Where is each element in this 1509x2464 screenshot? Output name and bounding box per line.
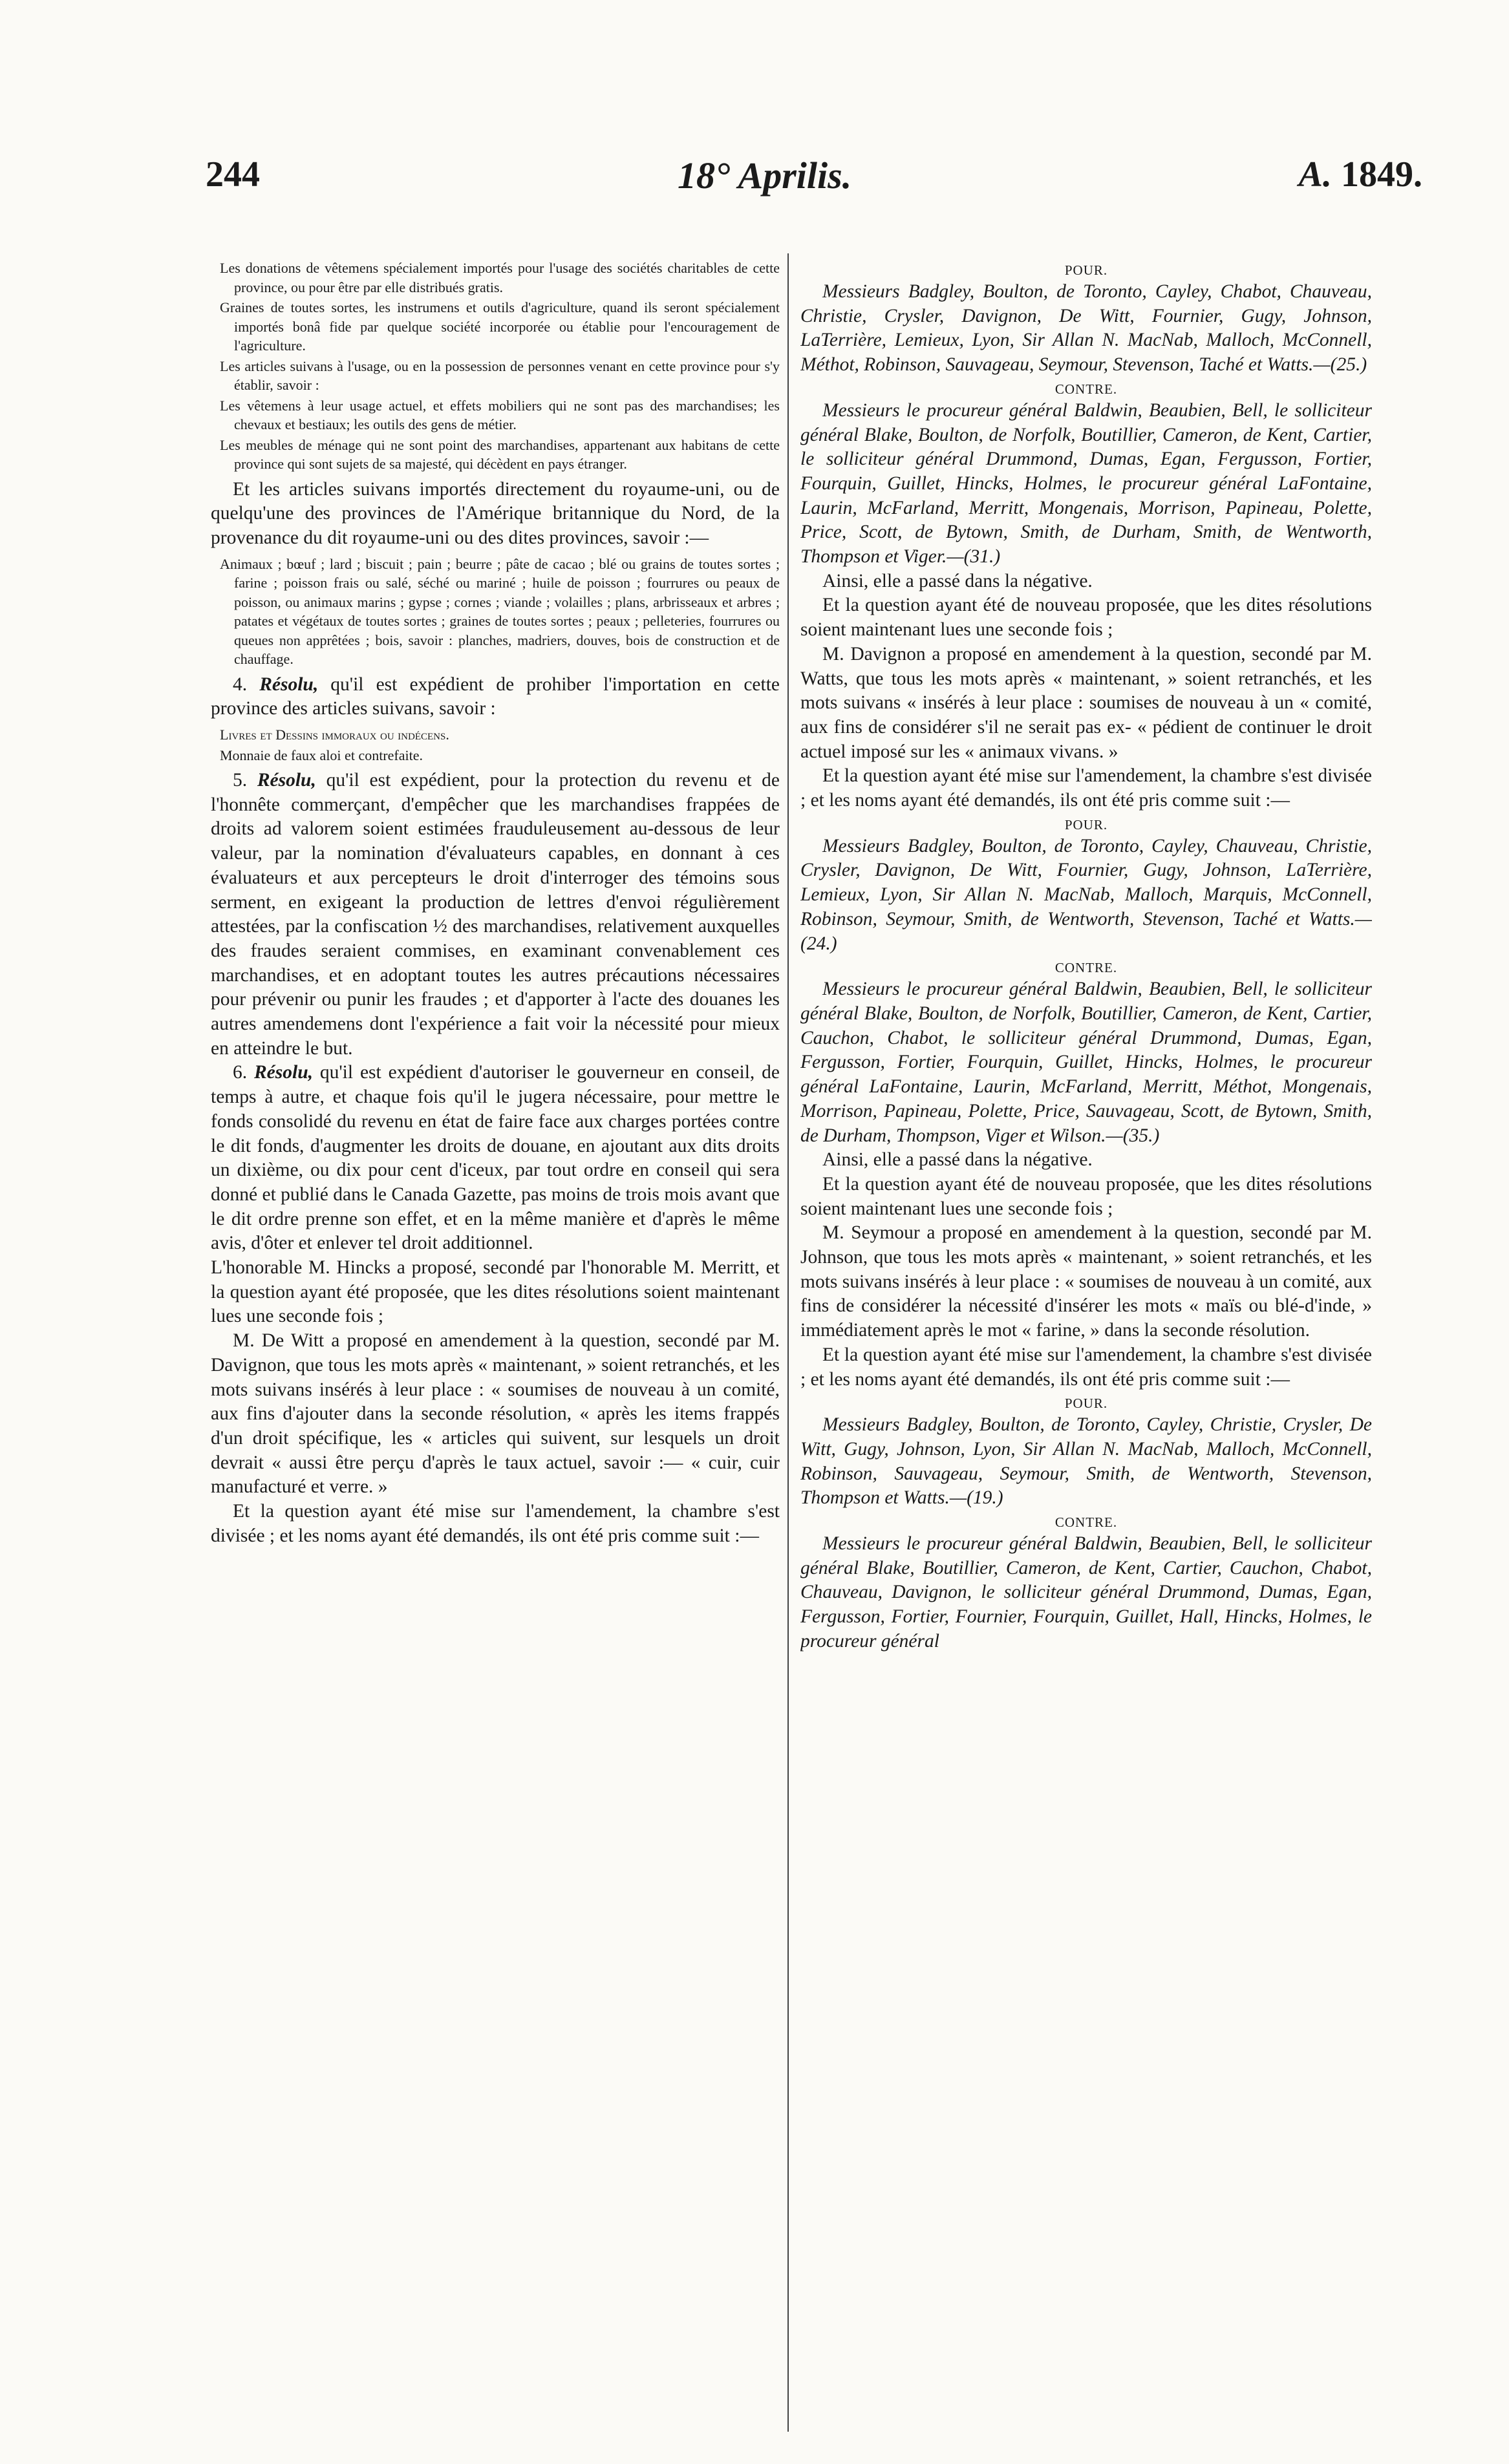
paragraph-reproposed: Et la question ayant été de nouveau proposée, que les dites résolutions soient maintenant lues une seconde fois ;: [800, 1173, 1372, 1219]
paragraph-division: Et la question ayant été mise sur l'amendement, la chambre s'est divisée ; et les noms ayant été demandés, ils ont été pris comme suit :—: [800, 765, 1372, 811]
header-year: [1299, 154, 1422, 195]
header-year-value: 1849.: [1341, 154, 1422, 195]
contre-label: CONTRE.: [1054, 960, 1118, 976]
resolution-keyword: Résolu,: [254, 1062, 313, 1083]
page-header: [206, 154, 1422, 199]
exempt-item: Graines de toutes sortes, les instrumens et outils d'agriculture, quand ils seront spécialement importés bonâ fide par quelque société incorporée ou établie pour l'encouragement de l'agriculture.: [220, 299, 780, 354]
paragraph-seymour-amendment: M. Seymour a proposé en amendement à la question, secondé par M. Johnson, que tous les mots après « maintenant, » soient retranchés, et les mots suivans insérés à leur place : « soumises de nouveau à un comité, aux fins de considérer la nécessité d'insérer les mots « maïs ou blé-d'inde, » immédiatement après le mot « farine, » dans la seconde résolution.: [800, 1222, 1372, 1341]
negative-result: Ainsi, elle a passé dans la négative.: [822, 570, 1093, 591]
resolution-keyword: Résolu,: [257, 770, 316, 791]
pour-label: POUR.: [1064, 262, 1108, 278]
right-column: [800, 259, 1372, 2443]
page-number: 244: [206, 154, 260, 195]
prohibited-item: Monnaie de faux aloi et contrefaite.: [220, 747, 423, 763]
pour-label: POUR.: [1064, 1396, 1108, 1412]
resolution-text: qu'il est expédient de prohiber l'importation en cette province des articles suivans, savoir :: [211, 674, 780, 719]
pour-names: Messieurs Badgley, Boulton, de Toronto, Cayley, Chabot, Chauveau, Christie, Crysler, Davignon, De Witt, Fournier, Gugy, Johnson, LaTerrière, Lemieux, Lyon, Sir Allan N. MacNab, Malloch, McConnell, Méthot, Robinson, Sauvageau, Seymour, Stevenson, Taché et Watts.—(25.): [800, 281, 1372, 376]
resolution-6: [211, 1061, 780, 1256]
paragraph-dewitt-amendment: M. De Witt a proposé en amendement à la question, secondé par M. Davignon, que tous les mots après « maintenant, » soient retranchés, et les mots suivans insérés à leur place : « soumises de nouveau à un comité, aux fins d'ajouter dans la seconde résolution, « après les items frappés d'un droit spécifique, les « articles qui suivent, sur lesquels un droit devrait « aussi être perçu d'après le taux actuel, savoir :— « cuir, cuir manufacturé et verre. »: [211, 1330, 780, 1498]
left-column: [211, 259, 780, 2443]
negative-result: Ainsi, elle a passé dans la négative.: [822, 1149, 1093, 1171]
pour-names: Messieurs Badgley, Boulton, de Toronto, Cayley, Christie, Crysler, De Witt, Gugy, Johnson, Lyon, Sir Allan N. MacNab, Malloch, McConnell, Robinson, Sauvageau, Seymour, Smith, de Wentworth, Stevenson, Thompson et Watts.—(19.): [800, 1414, 1372, 1509]
contre-names: Messieurs le procureur général Baldwin, Beaubien, Bell, le solliciteur général Blake, Boulton, de Norfolk, Boutillier, Cameron, de Kent, Cartier, le solliciteur général Drummond, Dumas, Egan, Fergusson, Fortier, Fourquin, Guillet, Hincks, Holmes, le procureur général LaFontaine, Laurin, McFarland, Merritt, Mongenais, Morrison, Papineau, Polette, Price, Scott, de Bytown, Smith, de Durham, Smith, de Wentworth, Thompson et Viger.—(31.): [800, 399, 1372, 568]
resolution-5: [211, 769, 780, 1061]
contre-names: Messieurs le procureur général Baldwin, Beaubien, Bell, le solliciteur général Blake, Boulton, de Norfolk, Boutillier, Cameron, de Kent, Cartier, Cauchon, Chabot, le solliciteur général Drummond, Dumas, Egan, Fergusson, Fortier, Fourquin, Guillet, Hincks, Holmes, le procureur général LaFontaine, Laurin, McFarland, Merritt, Méthot, Mongenais, Morrison, Papineau, Polette, Price, Sauvageau, Scott, de Bytown, Smith, de Durham, Thompson, Viger et Wilson.—(35.): [800, 979, 1372, 1146]
paragraph-hincks-motion: L'honorable M. Hincks a proposé, secondé par l'honorable M. Merritt, et la question ayant été proposée, que les dites résolutions soient maintenant lues une seconde fois ;: [211, 1257, 780, 1327]
articles-list: Animaux ; bœuf ; lard ; biscuit ; pain ; beurre ; pâte de cacao ; blé ou grains de toutes sortes ; farine ; poisson frais ou salé, séché ou mariné ; huile de poisson ; fourrures ou peaux de poisson, ou animaux marins ; gypse ; cornes ; viande ; volailles ; plans, arbrisseaux et arbres ; patates et végétaux de toutes sortes ; graines de toutes sortes ; peaux ; pelleteries, fourrures ou queues non apprêtées ; bois, savoir : planches, madriers, douves, bois de construction et de chauffage.: [220, 555, 780, 668]
exempt-item: Les donations de vêtemens spécialement importés pour l'usage des sociétés charitables de cette province, ou pour être par elle distribués gratis.: [220, 260, 780, 295]
contre-label: CONTRE.: [1054, 1514, 1118, 1531]
prohibited-item: Livres et Dessins immoraux ou indécens.: [220, 727, 449, 743]
pour-names: Messieurs Badgley, Boulton, de Toronto, Cayley, Chauveau, Christie, Crysler, Davignon, De Witt, Fournier, Gugy, Johnson, LaTerrière, Lemieux, Lyon, Sir Allan N. MacNab, Malloch, Marquis, McConnell, Robinson, Seymour, Smith, de Wentworth, Stevenson, Taché et Watts.—(24.): [800, 835, 1372, 954]
resolution-text: qu'il est expédient d'autoriser le gouverneur en conseil, de temps à autre, et chaque fois qu'il le jugera nécessaire, pour mettre le fonds consolidé du revenu en état de faire face aux charges portées contre le dit fonds, d'augmenter les droits de douane, en ajoutant aux dits droits un dixième, ou dix pour cent d'iceux, par tout ordre en conseil qui sera donné et publié dans le Canada Gazette, pas moins de trois mois avant que le dit ordre prenne son effet, et en la même manière et d'après le même avis, d'ôter et enlever tel droit additionnel.: [211, 1062, 780, 1254]
column-divider: [787, 253, 789, 2432]
resolution-4: [211, 673, 780, 721]
contre-label: CONTRE.: [1054, 381, 1118, 397]
exempt-item: Les articles suivans à l'usage, ou en la possession de personnes venant en cette province pour s'y établir, savoir :: [220, 357, 780, 393]
resolution-number: 6.: [233, 1062, 248, 1083]
paragraph-division: Et la question ayant été mise sur l'amendement, la chambre s'est divisée ; et les noms ayant été demandés, ils ont été pris comme suit :—: [800, 1344, 1372, 1390]
paragraph-reproposed: Et la question ayant été de nouveau proposée, que les dites résolutions soient maintenant lues une seconde fois ;: [800, 595, 1372, 641]
paragraph-articles: Et les articles suivans importés directement du royaume-uni, ou de quelqu'une des provinces de l'Amérique britannique du Nord, de la provenance du dit royaume-uni ou des dites provinces, savoir :—: [211, 478, 780, 548]
paragraph-division: Et la question ayant été mise sur l'amendement, la chambre s'est divisée ; et les noms ayant été demandés, ils ont été pris comme suit :—: [211, 1501, 780, 1546]
resolution-number: 5.: [233, 770, 248, 791]
header-date: 18° Aprilis.: [678, 154, 852, 196]
resolution-number: 4.: [233, 674, 248, 695]
exempt-item: Les meubles de ménage qui ne sont point des marchandises, appartenant aux habitans de cette province qui sont sujets de sa majesté, qui décèdent en pays étranger.: [220, 436, 780, 472]
header-year-prefix: A.: [1298, 154, 1332, 195]
paragraph-davignon-amendment: M. Davignon a proposé en amendement à la question, secondé par M. Watts, que tous les mots après « maintenant, » soient retranchés, et les mots suivans « insérés à leur place : soumises de nouveau à un « comité, aux fins de considérer s'il ne serait pas ex- « pédient de continuer le droit actuel imposé sur les « animaux vivans. »: [800, 643, 1372, 762]
exempt-item: Les vêtemens à leur usage actuel, et effets mobiliers qui ne sont pas des marchandises; les chevaux et bestiaux; les outils des gens de métier.: [220, 397, 780, 432]
resolution-text: qu'il est expédient, pour la protection du revenu et de l'honnête commerçant, d'empêcher que les marchandises frappées de droits ad valorem soient estimées frauduleusement au-dessous de leur valeur, par la nomination d'évaluateurs capables, en donnant à ces évaluateurs et aux percepteurs le droit d'interroger des témoins sous serment, en exigeant la production de lettres d'envoi régulièrement attestées, par la confiscation ½ des marchandises, relativement auxquelles des fraudes seraient commises, en examinant convenablement ces marchandises, et en adoptant toutes les autres précautions nécessaires pour prévenir ou punir les fraudes ; et d'apporter à l'acte des douanes les autres amendemens dont l'expérience a fait voir la nécessité pour mieux en atteindre le but.: [211, 770, 780, 1059]
pour-label: POUR.: [1064, 816, 1108, 833]
contre-names: Messieurs le procureur général Baldwin, Beaubien, Bell, le solliciteur général Blake, Boutillier, Cameron, de Kent, Cartier, Cauchon, Chabot, Chauveau, Davignon, le solliciteur général Drummond, Dumas, Egan, Fergusson, Fortier, Fournier, Fourquin, Guillet, Hall, Hincks, Holmes, le procureur général: [800, 1533, 1372, 1652]
resolution-keyword: Résolu,: [259, 674, 319, 695]
